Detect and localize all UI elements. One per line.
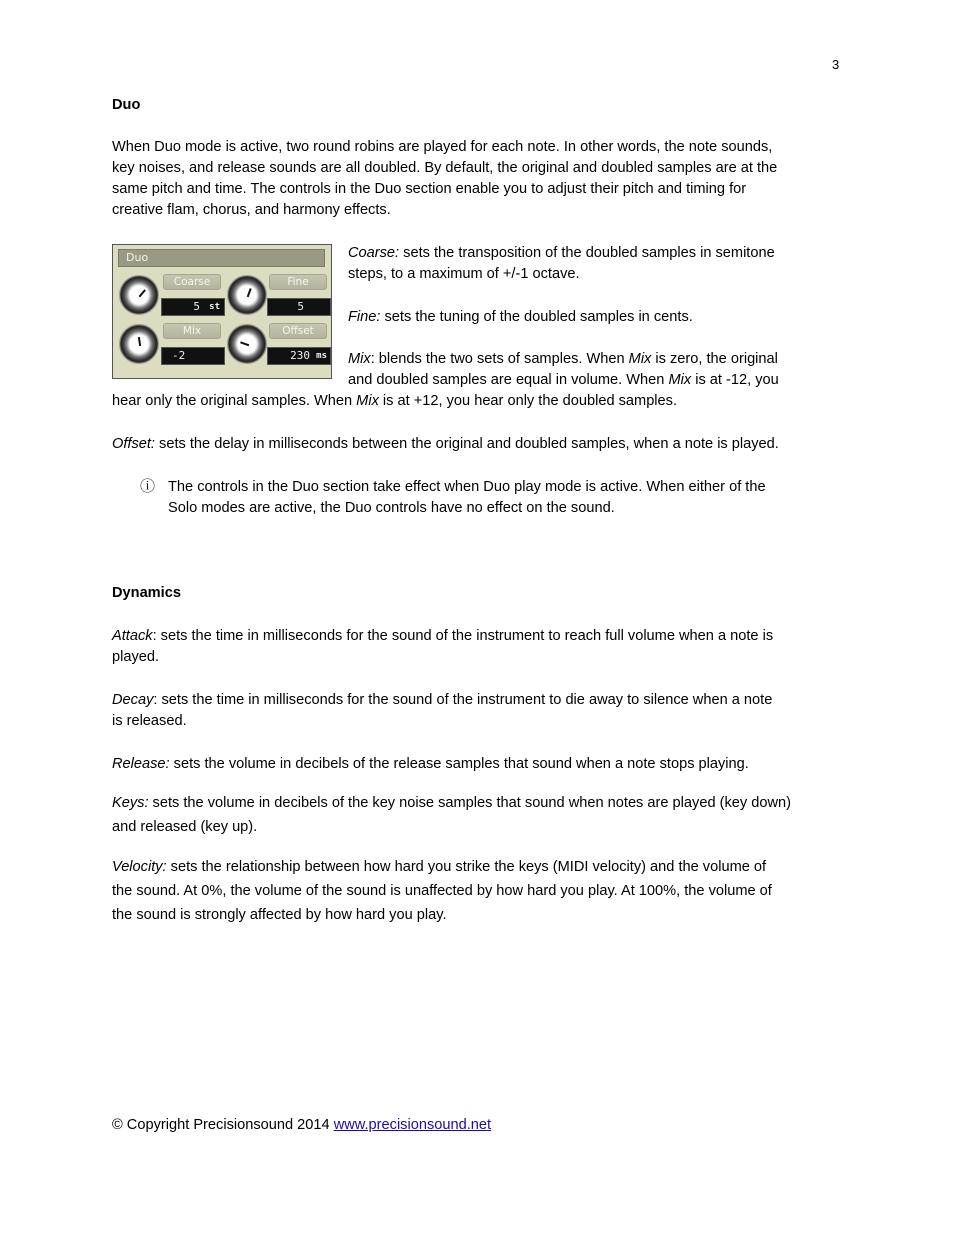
info-note-line-1: The controls in the Duo section take effect when Duo play mode is active. When either of the [168,479,766,495]
release-term: Release: [112,756,170,772]
decay-text: : sets the time in milliseconds for the sound of the instrument to die away to silence when a note [153,692,773,708]
footer-website-link[interactable]: www.precisionsound.net [333,1117,492,1133]
offset-value-display [267,347,331,365]
offset-text: sets the delay in milliseconds between the original and doubled samples, when a note is played. [154,436,779,452]
attack-description-line-2: played. [112,649,160,665]
mix-label: Mix [163,323,221,339]
attack-term: Attack [112,628,153,644]
page-number: 3 [832,57,840,72]
fine-value-display [267,298,331,316]
footer [112,1116,491,1134]
mix-value-display [161,347,225,365]
duo-intro-line-2: key noises, and release sounds are all doubled. By default, the original and doubled samples are at the [112,160,778,176]
mix-text-1c: is zero, the original [651,351,778,367]
duo-intro-line-4: creative flam, chorus, and harmony effects. [112,202,391,218]
mix-term: Mix [348,351,371,367]
coarse-knob[interactable] [119,275,159,315]
duo-intro-line-1: When Duo mode is active, two round robins are played for each note. In other words, the note sounds, [112,139,773,155]
fine-value: 5 [297,300,304,313]
offset-label: Offset [269,323,327,339]
footer-copyright: © Copyright Precisionsound 2014 [112,1117,334,1133]
mix-value: -2 [172,349,186,362]
fine-term: Fine: [348,309,381,325]
info-note-line-2: Solo modes are active, the Duo controls have no effect on the sound. [168,500,615,516]
decay-description-line-2: is released. [112,713,187,729]
release-description [112,755,749,773]
coarse-value: 5 [193,300,200,313]
mix-description-line-1 [348,350,778,368]
attack-description-line-1 [112,627,773,645]
keys-description-line-1 [112,794,791,812]
offset-knob[interactable] [227,324,267,364]
mix-description-line-3 [112,392,677,410]
velocity-description-line-3: the sound is strongly affected by how hard you play. [112,907,447,923]
mix-description-line-2 [348,371,779,389]
section-heading-duo: Duo [112,97,141,113]
duo-panel-image [112,244,332,379]
fine-description [348,308,693,326]
mix-text-2a: and doubled samples are equal in volume. When [348,372,669,388]
mix-text-1b: Mix [628,351,652,367]
fine-knob[interactable] [227,275,267,315]
fine-label: Fine [269,274,327,290]
keys-description-line-2: and released (key up). [112,819,258,835]
offset-term: Offset: [112,436,155,452]
duo-intro-line-3: same pitch and time. The controls in the Duo section enable you to adjust their pitch and timing for [112,181,747,197]
decay-description-line-1 [112,691,772,709]
coarse-term: Coarse: [348,245,400,261]
mix-text-1a: : blends the two sets of samples. When [370,351,629,367]
keys-term: Keys: [112,795,149,811]
offset-unit: ms [316,351,327,361]
velocity-term: Velocity: [112,859,167,875]
release-text: sets the volume in decibels of the release samples that sound when a note stops playing. [169,756,749,772]
offset-value: 230 [290,349,310,362]
keys-text: sets the volume in decibels of the key noise samples that sound when notes are played (key down) [148,795,791,811]
decay-term: Decay [112,692,154,708]
offset-description [112,435,779,453]
fine-text: sets the tuning of the doubled samples in cents. [380,309,693,325]
coarse-unit: st [209,302,220,312]
coarse-label: Coarse [163,274,221,290]
attack-text: : sets the time in milliseconds for the sound of the instrument to reach full volume when a note is [152,628,774,644]
velocity-description-line-2: the sound. At 0%, the volume of the sound is unaffected by how hard you play. At 100%, the volume of [112,883,772,899]
velocity-text: sets the relationship between how hard you strike the keys (MIDI velocity) and the volume of [166,859,767,875]
velocity-description-line-1 [112,858,766,876]
mix-text-3b: Mix [356,393,379,409]
coarse-description-line-1 [348,244,775,262]
mix-text-3a: hear only the original samples. When [112,393,357,409]
info-icon: ⓘ [140,478,156,495]
mix-knob[interactable] [119,324,159,364]
mix-text-2c: is at -12, you [691,372,779,388]
section-heading-dynamics: Dynamics [112,585,181,601]
coarse-text-1: sets the transposition of the doubled samples in semitone [399,245,775,261]
duo-panel-title: Duo [118,249,325,267]
coarse-description-line-2: steps, to a maximum of +/-1 octave. [348,266,580,282]
mix-text-2b: Mix [668,372,692,388]
mix-text-3c: is at +12, you hear only the doubled samples. [378,393,678,409]
coarse-value-display [161,298,225,316]
